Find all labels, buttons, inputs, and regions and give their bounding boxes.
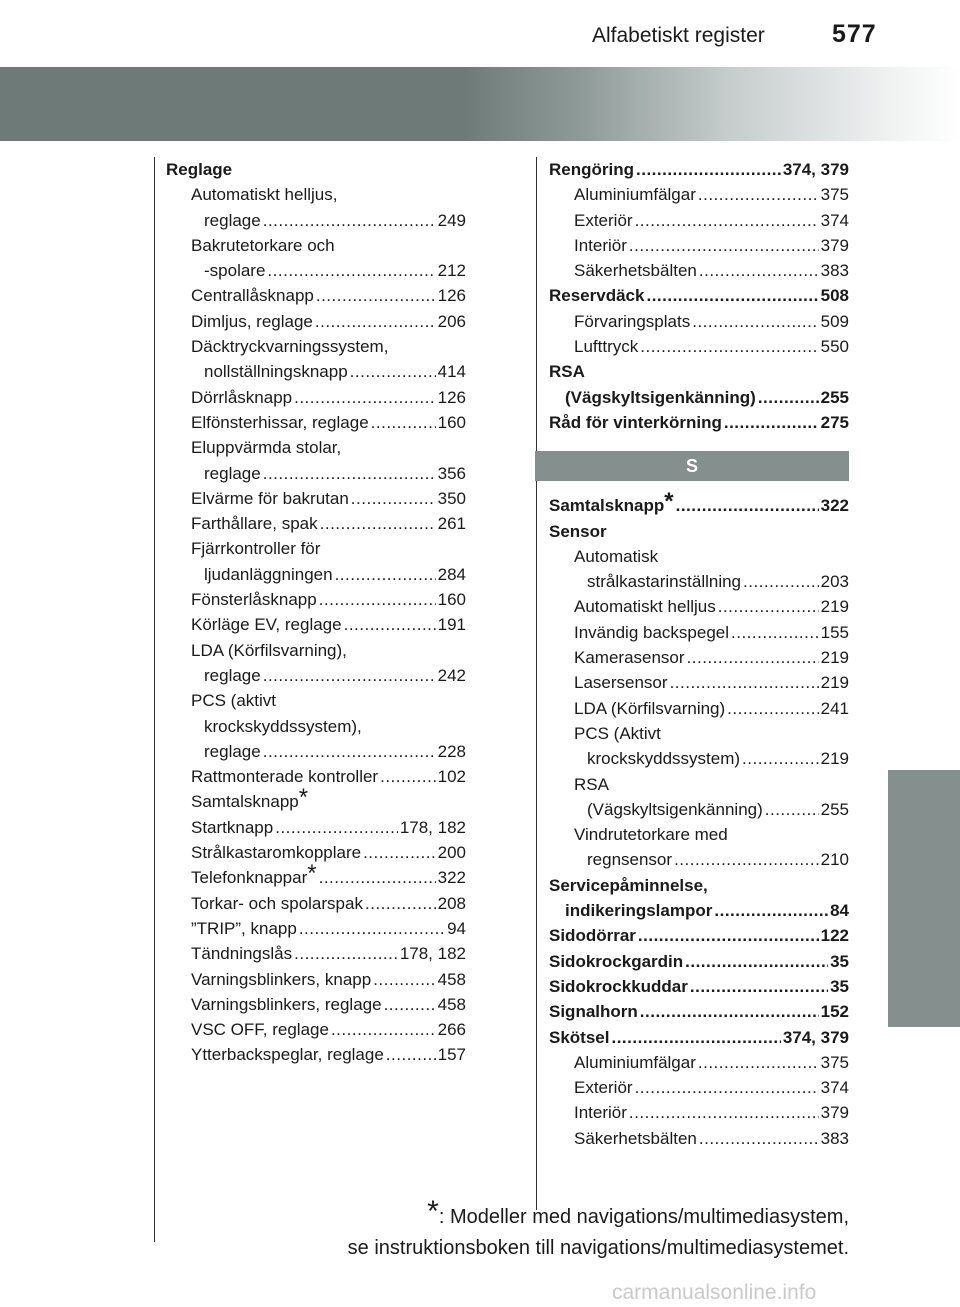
index-entry-label: Torkar- och spolarspak — [191, 893, 363, 913]
index-entry — [549, 923, 849, 948]
dot-leader — [636, 157, 781, 182]
index-entry-label: Förvaringsplats — [574, 311, 691, 331]
index-entry — [166, 638, 466, 663]
index-entry-page: 178, 182 — [399, 817, 466, 837]
index-entry-page: 206 — [437, 311, 466, 331]
index-entry-page: 219 — [820, 648, 849, 668]
dot-leader — [319, 587, 436, 612]
index-entry — [549, 157, 849, 182]
index-entry-label: Varningsblinkers, reglage — [191, 994, 382, 1014]
dot-leader — [365, 891, 436, 916]
index-entry-label: Fjärrkontroller för — [191, 539, 321, 559]
index-entry-page: 249 — [437, 210, 466, 230]
index-entry-page: 375 — [820, 1052, 849, 1072]
index-entry-label: Strålkastaromkopplare — [191, 843, 362, 863]
index-entry-page: 379 — [820, 1103, 849, 1123]
page-number: 577 — [832, 20, 877, 48]
index-entry-label: Reglage — [166, 160, 233, 179]
section-letter-bar: S — [535, 451, 849, 481]
index-entry-label: Farthållare, spak — [191, 514, 318, 534]
dot-leader — [363, 840, 436, 865]
index-entry — [166, 511, 466, 536]
index-entry — [549, 208, 849, 233]
index-entry-label: Sidodörrar — [549, 926, 636, 946]
index-entry — [166, 461, 466, 486]
dot-leader — [629, 233, 819, 258]
dot-leader — [380, 764, 436, 789]
index-entry — [166, 916, 466, 941]
index-entry — [549, 898, 849, 923]
dot-leader — [685, 949, 828, 974]
dot-leader — [724, 410, 819, 435]
index-entry — [166, 587, 466, 612]
dot-leader — [742, 746, 819, 771]
dot-leader — [690, 974, 828, 999]
index-entry — [549, 594, 849, 619]
index-entry — [549, 696, 849, 721]
index-entry — [549, 309, 849, 334]
index-entry — [549, 233, 849, 258]
index-entry-page: 160 — [437, 590, 466, 610]
dot-leader — [335, 562, 436, 587]
dot-leader — [351, 486, 436, 511]
index-entry-label: Elvärme för bakrutan — [191, 488, 349, 508]
index-entry-page: 261 — [437, 514, 466, 534]
index-entry — [549, 410, 849, 435]
dot-leader — [611, 1025, 780, 1050]
index-entry-page: 374, 379 — [782, 1027, 849, 1047]
index-entry-label: Interiör — [574, 1103, 627, 1123]
dot-leader — [386, 1042, 436, 1067]
index-entry-label: Rattmonterade kontroller — [191, 767, 379, 787]
index-entry — [549, 670, 849, 695]
index-entry — [549, 569, 849, 594]
index-entry-label: Aluminiumfälgar — [574, 185, 696, 205]
index-entry-label: krockskyddssystem) — [587, 749, 741, 769]
index-entry-label: RSA — [549, 362, 585, 382]
footnote-line-1 — [427, 1195, 849, 1229]
index-entry-page: 374, 379 — [782, 160, 849, 179]
index-entry — [549, 283, 849, 308]
index-entry-page: 178, 182 — [399, 944, 466, 964]
dot-leader — [699, 1126, 819, 1151]
dot-leader — [699, 258, 819, 283]
index-entry-page: 152 — [820, 1002, 849, 1022]
index-entry-label: ”TRIP”, knapp — [191, 918, 297, 938]
index-entry — [166, 941, 466, 966]
index-entry-label: Säkerhetsbälten — [574, 1128, 697, 1148]
index-entry-label: Lufttryck — [574, 337, 639, 357]
index-entry — [166, 714, 466, 739]
dot-leader — [294, 941, 398, 966]
index-entry-page: 160 — [437, 412, 466, 432]
index-entry-page: 374 — [820, 210, 849, 230]
index-entry — [166, 992, 466, 1017]
dot-leader — [714, 898, 828, 923]
index-entry — [166, 688, 466, 713]
dot-leader — [331, 1017, 436, 1042]
index-entry-page: 550 — [820, 337, 849, 357]
index-entry — [549, 258, 849, 283]
index-entry-page: 157 — [437, 1045, 466, 1065]
index-entry — [549, 1050, 849, 1075]
index-entry-page: 200 — [437, 843, 466, 863]
index-entry — [166, 435, 466, 460]
index-entry-page: 255 — [820, 387, 849, 407]
index-entry-page: 375 — [820, 185, 849, 205]
index-entry-label: Fönsterlåsknapp — [191, 590, 317, 610]
index-entry-label: Ytterbackspeglar, reglage — [191, 1045, 384, 1065]
index-entry-page: 458 — [437, 994, 466, 1014]
index-entry-page: 275 — [820, 412, 849, 432]
index-entry-label: Samtalsknapp — [191, 792, 299, 812]
footnote-text-1: : Modeller med navigations/multimediasystem, — [438, 1206, 849, 1228]
index-entry-page: 414 — [437, 362, 466, 382]
dot-leader — [687, 645, 819, 670]
index-entry-page: 35 — [830, 976, 849, 996]
index-entry — [549, 1126, 849, 1151]
index-entry-label: krockskyddssystem), — [204, 716, 362, 736]
footnote-star: * — [427, 1195, 439, 1228]
index-entry-page: 383 — [820, 1128, 849, 1148]
index-entry-page: 94 — [447, 918, 466, 938]
index-entry-page: 126 — [437, 387, 466, 407]
index-entry — [549, 772, 849, 797]
dot-leader — [319, 865, 436, 890]
index-entry: Samtalsknapp * — [166, 789, 466, 814]
index-entry — [166, 309, 466, 334]
dot-leader — [263, 663, 436, 688]
index-entry — [166, 359, 466, 384]
index-entry-label: LDA (Körfilsvarning), — [191, 640, 347, 660]
index-entry-label: (Vägskyltsigenkänning) — [565, 387, 756, 407]
index-entry-label: Däcktryckvarningssystem, — [191, 337, 389, 357]
index-entry — [166, 233, 466, 258]
index-entry-label: Centrallåsknapp — [191, 286, 314, 306]
index-entry-page: 35 — [830, 951, 849, 971]
index-entry-label: Skötsel — [549, 1027, 610, 1047]
index-entry-label: RSA — [574, 774, 609, 794]
index-entry-page: 356 — [437, 463, 466, 483]
index-entry-page: 322 — [437, 868, 466, 888]
dot-leader — [263, 739, 436, 764]
index-entry-label: Aluminiumfälgar — [574, 1052, 696, 1072]
index-entry-label: Automatisk — [574, 546, 659, 566]
index-entry-label: VSC OFF, reglage — [191, 1020, 329, 1040]
index-entry — [549, 1025, 849, 1050]
index-entry — [549, 721, 849, 746]
index-entry-label: Samtalsknapp — [549, 496, 665, 516]
index-entry-page: 350 — [437, 488, 466, 508]
index-entry — [166, 182, 466, 207]
index-entry — [549, 334, 849, 359]
index-entry-page: 84 — [830, 901, 849, 921]
index-entry-label: Startknapp — [191, 817, 274, 837]
index-entry — [166, 1042, 466, 1067]
index-entry-page: 322 — [820, 496, 849, 516]
index-entry-label: Eluppvärmda stolar, — [191, 438, 342, 458]
dot-leader — [765, 797, 819, 822]
index-entry-label: Säkerhetsbälten — [574, 261, 697, 281]
index-entry-label: Körläge EV, reglage — [191, 615, 342, 635]
index-entry — [166, 1017, 466, 1042]
index-entry-page: 219 — [820, 597, 849, 617]
index-entry-label: Sensor — [549, 521, 607, 541]
index-entry-label: Dörrlåsknapp — [191, 387, 293, 407]
index-entry — [549, 645, 849, 670]
index-entry — [549, 847, 849, 872]
footnote-line-2: se instruktionsboken till navigations/multimediasystemet. — [347, 1237, 849, 1259]
index-entry — [166, 385, 466, 410]
dot-leader — [320, 511, 436, 536]
index-entry — [549, 182, 849, 207]
index-entry-label: Vindrutetorkare med — [574, 825, 728, 845]
index-entry-page: 284 — [437, 564, 466, 584]
index-entry-label: Invändig backspegel — [574, 622, 730, 642]
dot-leader — [299, 916, 445, 941]
index-entry-page: 509 — [820, 311, 849, 331]
index-entry-page: 208 — [437, 893, 466, 913]
index-entry — [166, 410, 466, 435]
dot-leader — [731, 620, 819, 645]
dot-leader — [743, 569, 819, 594]
index-entry-page: 228 — [437, 741, 466, 761]
index-entry-label: Rengöring — [549, 160, 634, 179]
index-entry-label: Sidokrockkuddar — [549, 976, 688, 996]
index-entry-label: PCS (Aktivt — [574, 723, 661, 743]
index-entry — [166, 258, 466, 283]
index-entry-label: regnsensor — [587, 850, 673, 870]
index-entry — [549, 544, 849, 569]
dot-leader — [371, 410, 436, 435]
left-margin-rule — [154, 157, 155, 1242]
dot-leader — [263, 461, 436, 486]
index-entry-page: 210 — [820, 850, 849, 870]
index-entry-page: 219 — [820, 673, 849, 693]
index-entry-label: Sidokrockgardin — [549, 951, 684, 971]
dot-leader — [344, 612, 436, 637]
index-entry-label: Dimljus, reglage — [191, 311, 313, 331]
index-entry-label: Tändningslås — [191, 944, 293, 964]
dot-leader — [640, 999, 819, 1024]
column-divider-rule — [536, 157, 537, 1210]
dot-leader — [629, 1100, 819, 1125]
index-entry-label: Automatiskt helljus — [574, 597, 716, 617]
dot-leader — [263, 208, 436, 233]
index-entry-page: 266 — [437, 1020, 466, 1040]
index-entry-label: Interiör — [574, 235, 627, 255]
index-entry-page: 102 — [437, 767, 466, 787]
header-section-title: Alfabetiskt register — [592, 24, 765, 47]
index-entry — [549, 974, 849, 999]
index-entry-page: 379 — [820, 235, 849, 255]
dot-leader — [294, 385, 436, 410]
dot-leader — [640, 334, 818, 359]
index-entry — [166, 283, 466, 308]
index-entry-label: Signalhorn — [549, 1002, 638, 1022]
index-entry-label: Automatiskt helljus, — [191, 185, 338, 205]
index-entry — [166, 739, 466, 764]
index-entry-label: reglage — [204, 463, 261, 483]
index-entry-label: ljudanläggningen — [204, 564, 333, 584]
index-entry-label: (Vägskyltsigenkänning) — [587, 799, 763, 819]
index-entry-page: 212 — [437, 261, 466, 281]
index-column-right — [549, 157, 849, 1151]
dot-leader — [275, 815, 398, 840]
index-entry — [166, 612, 466, 637]
dot-leader — [267, 258, 435, 283]
index-entry-page: 383 — [820, 261, 849, 281]
index-entry-label: nollställningsknapp — [204, 362, 348, 382]
index-entry — [549, 822, 849, 847]
index-entry — [166, 764, 466, 789]
watermark: carmanualsonline.info — [612, 1281, 817, 1304]
dot-leader — [698, 182, 819, 207]
index-entry-label: Lasersensor — [574, 673, 668, 693]
index-entry — [166, 562, 466, 587]
dot-leader — [727, 696, 818, 721]
index-entry-label: Råd för vinterkörning — [549, 412, 722, 432]
index-entry-label: Exteriör — [574, 1078, 633, 1098]
index-entry-page: 203 — [820, 572, 849, 592]
index-column-left — [166, 157, 466, 1068]
index-entry — [549, 519, 849, 544]
index-entry-page: 191 — [437, 615, 466, 635]
index-entry-page: 242 — [437, 665, 466, 685]
dot-leader — [315, 309, 436, 334]
index-entry: Telefonknappar * ..... 322 — [166, 865, 466, 890]
dot-leader — [698, 1050, 819, 1075]
index-entry — [166, 208, 466, 233]
index-entry — [549, 999, 849, 1024]
index-entry-label: Bakrutetorkare och — [191, 235, 335, 255]
index-entry-label: Telefonknappar — [191, 868, 308, 888]
index-entry — [549, 949, 849, 974]
index-entry-page: 508 — [820, 286, 849, 306]
index-entry-label: reglage — [204, 665, 261, 685]
index-entry-page: 458 — [437, 969, 466, 989]
index-entry — [549, 797, 849, 822]
dot-leader — [646, 283, 818, 308]
index-entry — [549, 620, 849, 645]
index-entry-label: LDA (Körfilsvarning) — [574, 698, 726, 718]
dot-leader — [350, 359, 436, 384]
index-entry-label: Elfönsterhissar, reglage — [191, 412, 369, 432]
dot-leader — [692, 309, 818, 334]
index-entry-label: reglage — [204, 741, 261, 761]
index-entry — [549, 1100, 849, 1125]
index-entry — [166, 334, 466, 359]
dot-leader — [373, 967, 435, 992]
index-entry-label: Servicepåminnelse, — [549, 875, 708, 895]
index-entry-label: reglage — [204, 210, 261, 230]
dot-leader — [316, 283, 436, 308]
index-entry-page: 241 — [820, 698, 849, 718]
index-entry — [549, 1075, 849, 1100]
index-entry-page: 155 — [820, 622, 849, 642]
dot-leader — [758, 385, 819, 410]
chapter-side-tab — [888, 770, 960, 1027]
dot-leader — [384, 992, 436, 1017]
index-entry-label: Reservdäck — [549, 286, 645, 306]
index-entry — [549, 746, 849, 771]
index-entry — [166, 536, 466, 561]
index-entry-label: indikeringslampor — [565, 901, 713, 921]
dot-leader — [718, 594, 819, 619]
index-entry — [166, 486, 466, 511]
index-entry-page: 219 — [820, 749, 849, 769]
index-entry-label: strålkastarinställning — [587, 572, 742, 592]
index-entry — [549, 385, 849, 410]
dot-leader — [635, 208, 819, 233]
index-entry — [549, 873, 849, 898]
index-entry-label: Varningsblinkers, knapp — [191, 969, 372, 989]
index-entry: Samtalsknapp * ..... 322 — [549, 493, 849, 518]
index-entry — [166, 891, 466, 916]
index-entry — [549, 359, 849, 384]
dot-leader — [674, 847, 819, 872]
header-banner — [0, 67, 960, 141]
index-entry-label: PCS (aktivt — [191, 691, 277, 711]
index-entry-label: Kamerasensor — [574, 648, 685, 668]
index-entry-page: 126 — [437, 286, 466, 306]
index-entry — [166, 157, 466, 182]
dot-leader — [670, 670, 819, 695]
dot-leader — [676, 493, 819, 518]
dot-leader — [638, 923, 819, 948]
index-entry-label: Exteriör — [574, 210, 633, 230]
index-entry — [166, 815, 466, 840]
dot-leader — [635, 1075, 819, 1100]
index-entry-page: 122 — [820, 926, 849, 946]
index-entry-label: -spolare — [204, 261, 266, 281]
index-entry-page: 374 — [820, 1078, 849, 1098]
index-entry — [166, 967, 466, 992]
index-entry-page: 255 — [820, 799, 849, 819]
index-entry — [166, 663, 466, 688]
